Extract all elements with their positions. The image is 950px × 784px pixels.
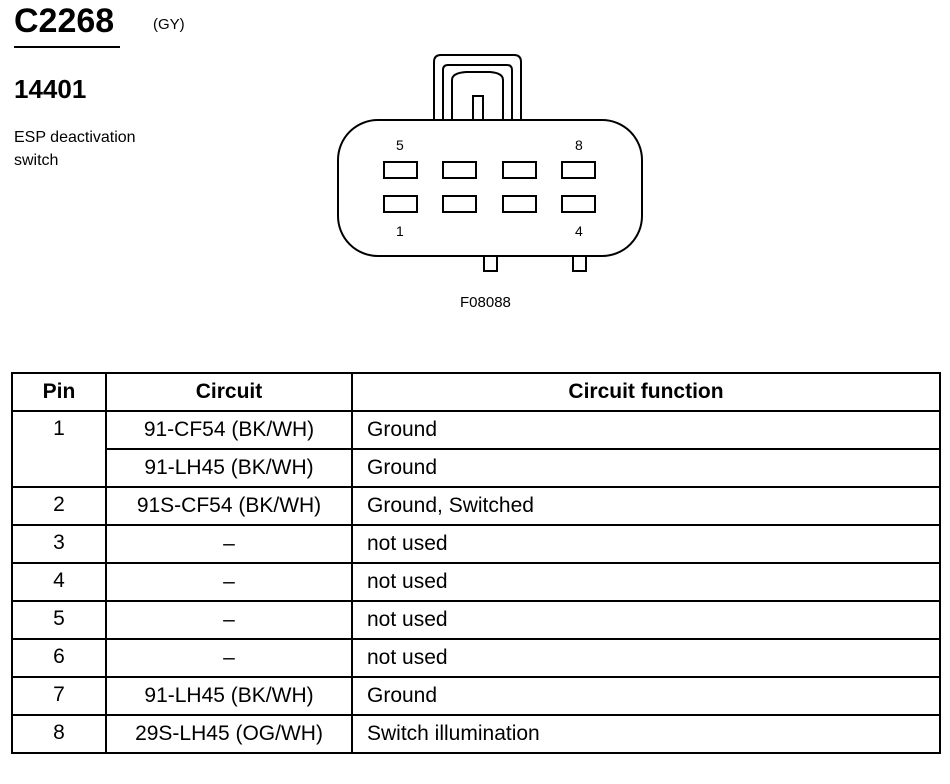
- terminal-cavity: [443, 196, 476, 212]
- table-row: [12, 563, 940, 601]
- function-cell: Ground: [352, 449, 940, 487]
- pin-column-header: Pin: [12, 373, 106, 411]
- function-column-header: Circuit function: [352, 373, 940, 411]
- connector-id: C2268: [14, 2, 115, 40]
- figure-code: F08088: [460, 294, 511, 311]
- function-cell: Ground: [352, 411, 940, 449]
- table-row: [12, 487, 940, 525]
- pin-cell: 1: [12, 411, 106, 487]
- circuit-cell: 91-LH45 (BK/WH): [106, 677, 352, 715]
- pin-cell: 8: [12, 715, 106, 753]
- connector-face-diagram: [330, 50, 650, 280]
- function-cell: Ground: [352, 677, 940, 715]
- table-row: [12, 677, 940, 715]
- terminal-cavity: [503, 162, 536, 178]
- terminal-cavity: [443, 162, 476, 178]
- circuit-column-header: Circuit: [106, 373, 352, 411]
- circuit-cell: 29S-LH45 (OG/WH): [106, 715, 352, 753]
- circuit-cell: 91S-CF54 (BK/WH): [106, 487, 352, 525]
- function-cell: not used: [352, 525, 940, 563]
- pin-cell: 4: [12, 563, 106, 601]
- terminal-cavity: [562, 162, 595, 178]
- terminal-cavity: [503, 196, 536, 212]
- part-number: 14401: [14, 74, 87, 104]
- function-cell: Ground, Switched: [352, 487, 940, 525]
- pin-cell: 7: [12, 677, 106, 715]
- pin-cell: 5: [12, 601, 106, 639]
- pin-cell: 6: [12, 639, 106, 677]
- terminal-cavity: [562, 196, 595, 212]
- circuit-cell: –: [106, 601, 352, 639]
- table-row: [12, 449, 940, 487]
- table-row: [12, 525, 940, 563]
- terminal-cavity: [384, 196, 417, 212]
- part-description: ESP deactivation switch: [14, 129, 136, 169]
- pin-label-1: 1: [396, 223, 404, 239]
- table-row: [12, 601, 940, 639]
- table-row: [12, 715, 940, 753]
- table-row: [12, 639, 940, 677]
- pin-label-4: 4: [575, 223, 583, 239]
- circuit-cell: –: [106, 563, 352, 601]
- function-cell: Switch illumination: [352, 715, 940, 753]
- pin-label-8: 8: [575, 137, 583, 153]
- pin-table: [11, 372, 941, 754]
- connector-latch: [434, 55, 521, 120]
- table-row: [12, 411, 940, 449]
- circuit-cell: –: [106, 525, 352, 563]
- connector-tab: [573, 256, 586, 271]
- circuit-cell: 91-CF54 (BK/WH): [106, 411, 352, 449]
- function-cell: not used: [352, 601, 940, 639]
- circuit-cell: –: [106, 639, 352, 677]
- connector-housing: [338, 120, 642, 256]
- connector-tab: [484, 256, 497, 271]
- connector-id-underline: [14, 46, 120, 48]
- function-cell: not used: [352, 639, 940, 677]
- terminal-cavity: [384, 162, 417, 178]
- connector-color: (GY): [153, 16, 185, 33]
- table-header-row: [12, 373, 940, 411]
- pin-cell: 2: [12, 487, 106, 525]
- pin-label-5: 5: [396, 137, 404, 153]
- circuit-cell: 91-LH45 (BK/WH): [106, 449, 352, 487]
- pin-cell: 3: [12, 525, 106, 563]
- function-cell: not used: [352, 563, 940, 601]
